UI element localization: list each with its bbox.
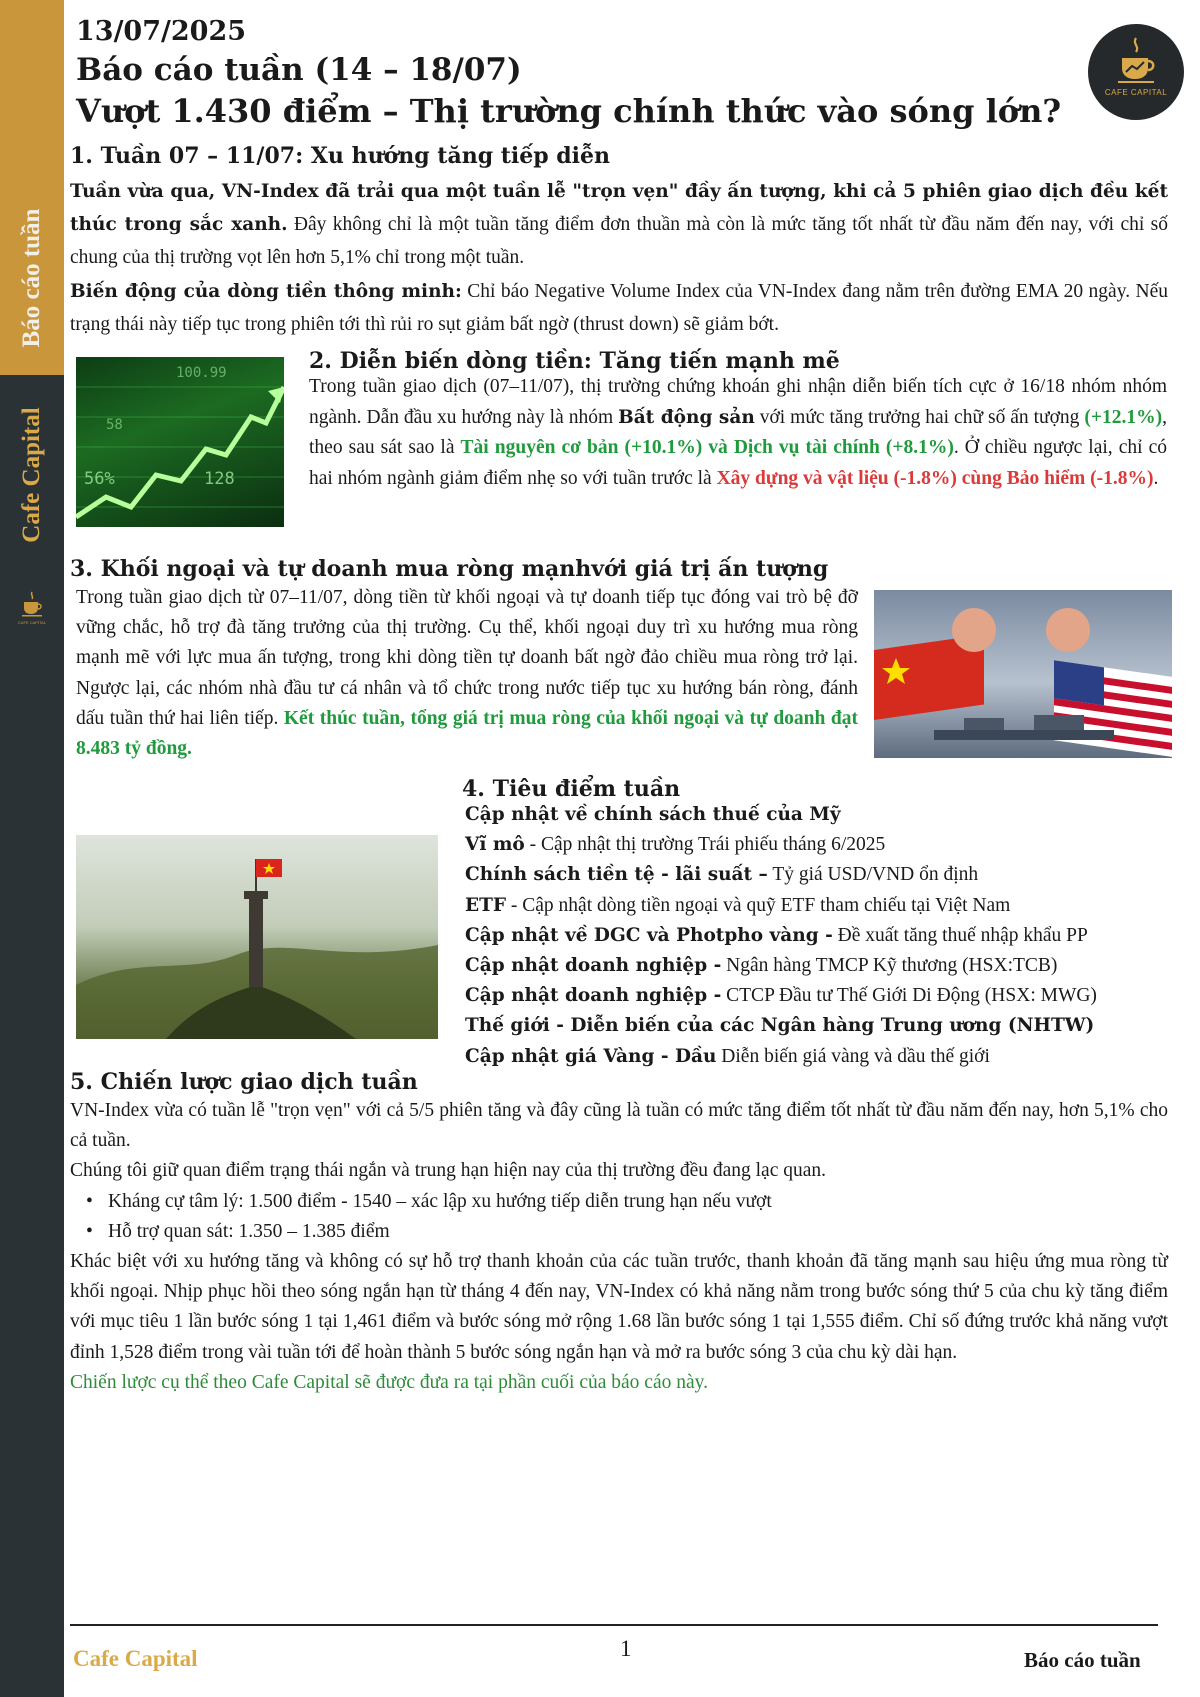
sidebar-label-brand: Cafe Capital <box>18 407 45 543</box>
section-2-title: 2. Diễn biến dòng tiền: Tăng tiến mạnh mẽ <box>309 348 840 374</box>
brand-logo <box>1088 24 1184 120</box>
report-title: Báo cáo tuần (14 – 18/07) <box>76 52 522 88</box>
smart-money-label: Biến động của dòng tiền thông minh: <box>70 281 462 302</box>
section-5-paragraph-2: Chúng tôi giữ quan điểm trạng thái ngắn và trung hạn hiện nay của thị trường đều đang lạc quan. <box>70 1160 827 1182</box>
sidebar-logo-text: CAFE CAPITAL <box>17 620 47 625</box>
logo-text: CAFE CAPITAL <box>1104 88 1168 97</box>
sidebar <box>0 0 64 1697</box>
headline: Vượt 1.430 điểm – Thị trường chính thức vào sóng lớn? <box>76 92 1062 130</box>
focus-item-text: CTCP Đầu tư Thế Giới Di Động (HSX: MWG) <box>721 985 1097 1007</box>
page-number: 1 <box>620 1636 632 1661</box>
net-buy-summary: Kết thúc tuần, tổng giá trị mua ròng của khối ngoại và tự doanh đạt 8.483 tỷ đồng. <box>76 707 858 760</box>
section-5-paragraph-3: Khác biệt với xu hướng tăng và không có sự hỗ trợ thanh khoản của các tuần trước, thanh khoản đã tăng mạnh sau hiệu ứng mua ròng từ khối ngoại. Nhịp phục hồi theo sóng ngắn hạn từ tháng 4 đến nay, VN-Index có khả năng nằm trong bước sóng thứ 5 của chu kỳ tăng điểm với mục tiêu 1 lần bước sóng 1 tại 1,461 điểm và bước sóng mở rộng 1.68 lần bước sóng 1 tại 1,555 điểm. Chỉ số đứng trước khả năng vượt đỉnh 1,528 điểm trong vài tuần tới để hoàn thành 5 bước sóng ngắn hạn và mở ra bước sóng 3 của chu kỳ dài hạn. <box>70 1251 1168 1363</box>
section-5-paragraph-1: VN-Index vừa có tuần lễ "trọn vẹn" với cả 5/5 phiên tăng và đây cũng là tuần có mức tăng điểm tốt nhất từ đầu năm đến nay, hơn 5,1% cho cả tuần. <box>70 1100 1168 1152</box>
section-5-title: 5. Chiến lược giao dịch tuần <box>70 1069 418 1095</box>
support-level: • Hỗ trợ quan sát: 1.350 – 1.385 điểm <box>108 1217 1168 1247</box>
section-2-text: . <box>1153 467 1159 489</box>
flagpole-landscape-image <box>76 835 438 1039</box>
focus-item <box>465 800 1097 830</box>
section-1-text: Đây không chỉ là một tuần tăng điểm đơn thuần mà còn là mức tăng tốt nhất từ đầu năm đến nay, với chỉ số chung của thị trường vọt lên hơn 5,1% chỉ trong một tuần. <box>70 214 1168 268</box>
real-estate-label: Bất động sản <box>618 406 755 428</box>
report-date: 13/07/2025 <box>76 16 247 47</box>
footer-brand: Cafe Capital <box>73 1646 198 1671</box>
focus-item-text: Diễn biến giá vàng và dầu thế giới <box>716 1045 990 1067</box>
focus-item <box>465 1042 1097 1072</box>
stock-number: 128 <box>204 469 235 489</box>
focus-item-label: Cập nhật doanh nghiệp - <box>465 985 722 1007</box>
focus-item-label: Cập nhật doanh nghiệp - <box>465 955 722 977</box>
strategy-note: Chiến lược cụ thể theo Cafe Capital sẽ được đưa ra tại phần cuối của báo cáo này. <box>70 1371 708 1393</box>
stock-market-image <box>76 357 284 527</box>
focus-item <box>465 891 1097 921</box>
footer-report-label: Báo cáo tuần <box>1024 1648 1141 1672</box>
section-1-paragraph-2 <box>70 275 1168 341</box>
focus-item <box>465 951 1097 981</box>
focus-item-text: - Cập nhật dòng tiền ngoại và quỹ ETF tham chiếu tại Việt Nam <box>506 894 1011 916</box>
section-2-text: , theo sau sát sao là <box>309 406 1167 458</box>
stock-number: 56% <box>84 469 115 489</box>
focus-item <box>465 830 1097 860</box>
coffee-cup-icon <box>1114 36 1158 86</box>
focus-item-label: Cập nhật về chính sách thuế của Mỹ <box>465 804 841 825</box>
declining-sectors: Xây dựng và vật liệu (-1.8%) cùng Bảo hiểm (-1.8%) <box>716 467 1154 489</box>
focus-item <box>465 921 1097 951</box>
focus-item-label: ETF <box>465 894 507 916</box>
focus-item-label: Cập nhật về DGC và Photpho vàng - <box>465 924 833 946</box>
section-2-text: với mức tăng trưởng hai chữ số ấn tượng <box>754 406 1085 428</box>
resources-finance-change: Tài nguyên cơ bản (+10.1%) và Dịch vụ tài chính (+8.1%) <box>460 437 954 458</box>
section-3-paragraph <box>76 583 858 764</box>
stock-number: 58 <box>106 417 123 433</box>
levels-list <box>70 1187 1168 1247</box>
section-5-body <box>70 1096 1168 1398</box>
section-2-paragraph <box>309 372 1167 494</box>
focus-list <box>465 800 1097 1072</box>
focus-item-label: Thế giới - Diễn biến của các Ngân hàng Trung ương (NHTW) <box>465 1015 1095 1037</box>
focus-item-text: Tỷ giá USD/VND ổn định <box>767 864 979 886</box>
resistance-level: • Kháng cự tâm lý: 1.500 điểm - 1540 – xác lập xu hướng tiếp diễn trung hạn nếu vượt <box>108 1187 1168 1217</box>
section-3-text: Trong tuần giao dịch từ 07–11/07, dòng tiền từ khối ngoại và tự doanh tiếp tục đóng vai trò bệ đỡ vững chắc, hỗ trợ đà tăng trưởng của thị trường. Cụ thể, khối ngoại duy trì xu hướng mua ròng mạnh mẽ với lực mua ấn tượng, trong khi dòng tiền tự doanh bất ngờ đảo chiều mua ròng trở lại. Ngược lại, các nhóm nhà đầu tư cá nhân và tổ chức trong nước tiếp tục xu hướng bán ròng, đánh dấu tuần thứ hai liên tiếp. <box>76 587 858 729</box>
section-3-title: 3. Khối ngoại và tự doanh mua ròng mạnhvới giá trị ấn tượng <box>70 556 829 582</box>
focus-item <box>465 1011 1097 1041</box>
trade-war-image <box>874 590 1172 758</box>
focus-item-label: Vĩ mô <box>465 834 525 856</box>
focus-item <box>465 981 1097 1011</box>
focus-item-text: - Cập nhật thị trường Trái phiếu tháng 6/2025 <box>524 834 886 856</box>
section-4-title: 4. Tiêu điểm tuần <box>462 776 681 802</box>
section-2-text: . Ở chiều ngược lại, chỉ có hai nhóm ngành giảm điểm nhẹ so với tuần trước là <box>309 437 1167 489</box>
section-1-bold-text: Tuần vừa qua, VN-Index đã trải qua một tuần lễ "trọn vẹn" đầy ấn tượng, khi cả 5 phiên giao dịch đều kết thúc trong sắc xanh. <box>70 181 1168 235</box>
section-2-text: Trong tuần giao dịch (07–11/07), thị trường chứng khoán ghi nhận diễn biến tích cực ở 16/18 nhóm nhóm ngành. Dẫn đầu xu hướng này là nhóm <box>309 376 1167 428</box>
real-estate-change: (+12.1%) <box>1084 406 1163 428</box>
sidebar-label-report: Báo cáo tuần <box>18 208 45 348</box>
focus-item-text: Ngân hàng TMCP Kỹ thương (HSX:TCB) <box>721 955 1058 977</box>
smart-money-text: Chỉ báo Negative Volume Index của VN-Index đang nằm trên đường EMA 20 ngày. Nếu trạng thái này tiếp tục trong phiên tới thì rủi ro sụt giảm bất ngờ (thrust down) sẽ giảm bớt. <box>70 281 1169 335</box>
focus-item-label: Chính sách tiền tệ - lãi suất – <box>465 864 768 886</box>
focus-item <box>465 860 1097 890</box>
section-1-title: 1. Tuần 07 – 11/07: Xu hướng tăng tiếp diễn <box>70 143 611 169</box>
focus-item-text: Đề xuất tăng thuế nhập khẩu PP <box>832 924 1088 946</box>
footer-divider <box>70 1624 1158 1626</box>
focus-item-label: Cập nhật giá Vàng - Dầu <box>465 1045 717 1067</box>
section-1-paragraph-1 <box>70 175 1168 274</box>
stock-number: 100.99 <box>176 365 227 381</box>
